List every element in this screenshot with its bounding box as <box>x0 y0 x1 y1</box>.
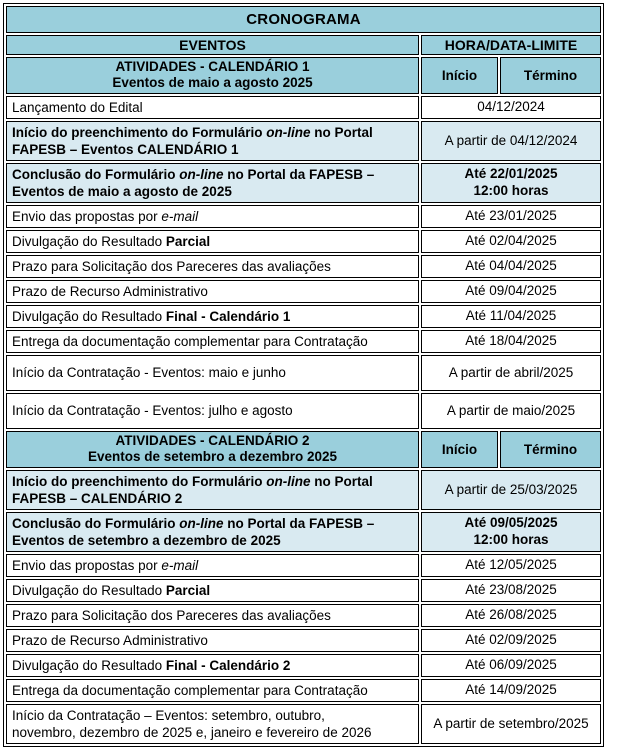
event-cell <box>6 355 419 391</box>
date-text: Até 02/09/2025 <box>465 632 557 648</box>
event-text: Parcial <box>165 233 211 249</box>
event-row <box>6 205 601 228</box>
date-cell <box>421 280 601 303</box>
event-text: Prazo de Recurso Administrativo <box>12 283 208 299</box>
event-text: Prazo para Solicitação dos Pareceres das avaliações <box>12 607 331 623</box>
event-cell <box>6 163 419 203</box>
date-cell <box>421 704 601 744</box>
date-cell <box>421 679 601 702</box>
date-text: Até 09/04/2025 <box>465 283 557 299</box>
date-cell <box>421 255 601 278</box>
col-header-termino: Término <box>500 57 601 94</box>
event-row <box>6 330 601 353</box>
event-row <box>6 163 601 203</box>
event-text: no Portal da FAPESB – Eventos de maio a agosto de 2025 <box>12 166 375 199</box>
col-header-termino: Término <box>500 431 601 468</box>
date-text: Até 09/05/2025 <box>464 515 558 531</box>
section-title <box>6 57 419 94</box>
event-row <box>6 280 601 303</box>
date-text: Até 02/04/2025 <box>465 233 557 249</box>
event-text: Envio das propostas por <box>12 557 162 573</box>
event-row <box>6 579 601 602</box>
event-cell <box>6 512 419 552</box>
date-text: 04/12/2024 <box>477 99 545 115</box>
date-cell <box>421 629 601 652</box>
date-text: A partir de setembro/2025 <box>433 715 589 731</box>
event-text: Envio das propostas por <box>12 208 162 224</box>
section-title-line: Eventos de maio a agosto 2025 <box>112 75 313 91</box>
event-row <box>6 121 601 161</box>
event-text: Divulgação do Resultado <box>12 233 166 249</box>
event-text: Conclusão do Formulário <box>12 515 180 531</box>
event-text: Final - Calendário 2 <box>165 657 291 673</box>
event-text: no Portal FAPESB – CALENDÁRIO 2 <box>12 473 373 506</box>
date-text: Até 11/04/2025 <box>465 308 557 324</box>
event-row <box>6 305 601 328</box>
date-text: A partir de maio/2025 <box>446 402 576 418</box>
event-cell <box>6 679 419 702</box>
event-text: Entrega da documentação complementar para Contratação <box>12 682 368 698</box>
section-header-row <box>6 57 601 94</box>
date-cell <box>421 230 601 253</box>
event-row <box>6 604 601 627</box>
event-cell <box>6 121 419 161</box>
event-text: Início da Contratação - Eventos: maio e junho <box>12 365 286 381</box>
event-cell <box>6 230 419 253</box>
event-cell <box>6 305 419 328</box>
event-row <box>6 629 601 652</box>
event-text: Parcial <box>165 582 211 598</box>
event-cell <box>6 579 419 602</box>
date-text: Até 12/05/2025 <box>465 557 557 573</box>
event-cell <box>6 654 419 677</box>
date-text: A partir de 04/12/2024 <box>444 132 578 148</box>
event-text: novembro, dezembro de 2025 e, janeiro e fevereiro de 2026 <box>12 724 372 740</box>
date-text: Até 04/04/2025 <box>465 258 557 274</box>
event-text: Conclusão do Formulário <box>12 166 180 182</box>
date-cell <box>421 470 601 510</box>
event-text: no Portal da FAPESB – Eventos de setembro a dezembro de 2025 <box>12 515 375 548</box>
date-cell <box>421 330 601 353</box>
event-cell <box>6 604 419 627</box>
event-text: Divulgação do Resultado <box>12 582 166 598</box>
event-text: Final - Calendário 1 <box>165 308 291 324</box>
date-cell <box>421 512 601 552</box>
date-text: Até 26/08/2025 <box>465 607 557 623</box>
page-title: CRONOGRAMA <box>6 6 601 33</box>
col-header-hora-data-limite: HORA/DATA-LIMITE <box>421 35 601 55</box>
cronograma-table <box>3 3 604 747</box>
event-row <box>6 512 601 552</box>
date-cell <box>421 554 601 577</box>
event-cell <box>6 554 419 577</box>
event-text: Início da Contratação – Eventos: setembro, outubro, <box>12 707 325 723</box>
event-text: Início do preenchimento do Formulário <box>12 124 267 140</box>
event-row <box>6 355 601 391</box>
event-cell <box>6 704 419 744</box>
event-row <box>6 96 601 119</box>
date-text: Até 23/01/2025 <box>465 208 557 224</box>
section-header-row <box>6 431 601 468</box>
date-cell <box>421 355 601 391</box>
date-cell <box>421 96 601 119</box>
date-cell <box>421 654 601 677</box>
event-text: on-line <box>179 166 224 182</box>
event-text: Início da Contratação - Eventos: julho e agosto <box>12 403 293 419</box>
event-text: no Portal FAPESB – Eventos CALENDÁRIO 1 <box>12 124 373 157</box>
section-title-line: Eventos de setembro a dezembro 2025 <box>87 449 338 465</box>
event-cell <box>6 96 419 119</box>
event-row <box>6 654 601 677</box>
date-cell <box>421 121 601 161</box>
event-text: on-line <box>266 473 311 489</box>
date-text: Até 14/09/2025 <box>465 682 557 698</box>
date-cell <box>421 393 601 429</box>
event-text: Lançamento do Edital <box>12 99 143 115</box>
event-cell <box>6 330 419 353</box>
event-cell <box>6 205 419 228</box>
event-text: Prazo de Recurso Administrativo <box>12 632 208 648</box>
date-cell <box>421 163 601 203</box>
event-text: e-mail <box>161 208 199 224</box>
table-header <box>6 6 601 55</box>
table-body <box>6 57 601 744</box>
event-text: Divulgação do Resultado <box>12 657 166 673</box>
date-cell <box>421 305 601 328</box>
event-text: on-line <box>266 124 311 140</box>
date-text: A partir de abril/2025 <box>448 364 574 380</box>
event-row <box>6 470 601 510</box>
date-cell <box>421 604 601 627</box>
event-text: on-line <box>179 515 224 531</box>
date-cell <box>421 579 601 602</box>
column-header-row <box>6 35 601 55</box>
date-cell <box>421 205 601 228</box>
section-title-line: ATIVIDADES - CALENDÁRIO 1 <box>115 59 310 74</box>
event-row <box>6 704 601 744</box>
date-text: Até 18/04/2025 <box>465 333 557 349</box>
col-header-inicio: Início <box>421 57 498 94</box>
event-cell <box>6 629 419 652</box>
date-text: 12:00 horas <box>473 531 549 547</box>
event-row <box>6 554 601 577</box>
date-text: A partir de 25/03/2025 <box>444 481 578 497</box>
event-text: Divulgação do Resultado <box>12 308 166 324</box>
date-text: 12:00 horas <box>473 182 549 198</box>
event-text: e-mail <box>161 557 199 573</box>
date-text: Até 23/08/2025 <box>465 582 557 598</box>
event-cell <box>6 470 419 510</box>
event-text: Prazo para Solicitação dos Pareceres das avaliações <box>12 258 331 274</box>
section-title <box>6 431 419 468</box>
section-title-line: ATIVIDADES - CALENDÁRIO 2 <box>115 432 310 448</box>
date-text: Até 22/01/2025 <box>464 166 558 182</box>
event-row <box>6 393 601 429</box>
date-text: Até 06/09/2025 <box>465 657 557 673</box>
event-cell <box>6 255 419 278</box>
event-cell <box>6 393 419 429</box>
title-row <box>6 6 601 33</box>
col-header-eventos: EVENTOS <box>6 35 419 55</box>
event-row <box>6 255 601 278</box>
event-text: Início do preenchimento do Formulário <box>12 473 267 489</box>
event-row <box>6 230 601 253</box>
event-row <box>6 679 601 702</box>
col-header-inicio: Início <box>421 431 498 468</box>
event-text: Entrega da documentação complementar para Contratação <box>12 333 368 349</box>
event-cell <box>6 280 419 303</box>
